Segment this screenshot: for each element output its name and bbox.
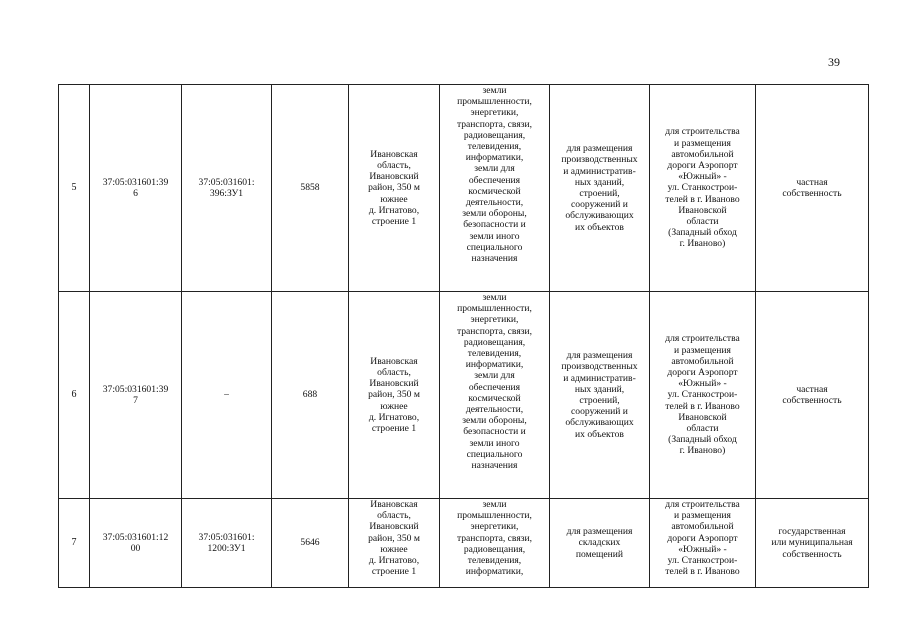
plot-part-number: 37:05:031601: 1200:ЗУ1 (182, 499, 272, 588)
acquisition-purpose: для строительства и размещения автомобильной дороги Аэропорт «Южный» - ул. Станкострои- телей в г. Иваново Ивановской области (Западный обход г. Иваново) (650, 292, 756, 499)
permitted-use: для размещения производственных и административ- ных зданий, строений, сооружений и обслуживающих их объектов (550, 85, 650, 292)
plot-part-number: 37:05:031601: 396:ЗУ1 (182, 85, 272, 292)
page-number: 39 (828, 55, 840, 69)
ownership-form: частная собственность (756, 292, 869, 499)
row-number: 5 (59, 85, 90, 292)
permitted-use: для размещения складских помещений (550, 499, 650, 588)
land-category: земли промышленности, энергетики, транспорта, связи, радиовещания, телевидения, информатики, (440, 499, 550, 588)
table-row (59, 499, 869, 588)
plot-area: 5858 (272, 85, 349, 292)
cadastral-number: 37:05:031601:39 7 (90, 292, 182, 499)
plot-area: 688 (272, 292, 349, 499)
cadastral-number: 37:05:031601:12 00 (90, 499, 182, 588)
acquisition-purpose: для строительства и размещения автомобильной дороги Аэропорт «Южный» - ул. Станкострои- телей в г. Иваново Ивановской области (Западный обход г. Иваново) (650, 85, 756, 292)
plot-area: 5646 (272, 499, 349, 588)
plot-address: Ивановская область, Ивановский район, 350 м южнее д. Игнатово, строение 1 (349, 292, 440, 499)
plot-address: Ивановская область, Ивановский район, 350 м южнее д. Игнатово, строение 1 (349, 499, 440, 588)
row-number: 6 (59, 292, 90, 499)
permitted-use: для размещения производственных и административ- ных зданий, строений, сооружений и обслуживающих их объектов (550, 292, 650, 499)
table-row (59, 292, 869, 499)
land-category: земли промышленности, энергетики, транспорта, связи, радиовещания, телевидения, информатики, земли для обеспечения космической деятельности, земли обороны, безопасности и земли иного специального назначения (440, 292, 550, 499)
plot-address: Ивановская область, Ивановский район, 350 м южнее д. Игнатово, строение 1 (349, 85, 440, 292)
plot-part-number: – (182, 292, 272, 499)
row-number: 7 (59, 499, 90, 588)
land-category: земли промышленности, энергетики, транспорта, связи, радиовещания, телевидения, информатики, земли для обеспечения космической деятельности, земли обороны, безопасности и земли иного специального назначения (440, 85, 550, 292)
land-plots-table (58, 84, 869, 588)
ownership-form: частная собственность (756, 85, 869, 292)
table-row (59, 85, 869, 292)
acquisition-purpose: для строительства и размещения автомобильной дороги Аэропорт «Южный» - ул. Станкострои- телей в г. Иваново (650, 499, 756, 588)
ownership-form: государственная или муниципальная собственность (756, 499, 869, 588)
cadastral-number: 37:05:031601:39 6 (90, 85, 182, 292)
